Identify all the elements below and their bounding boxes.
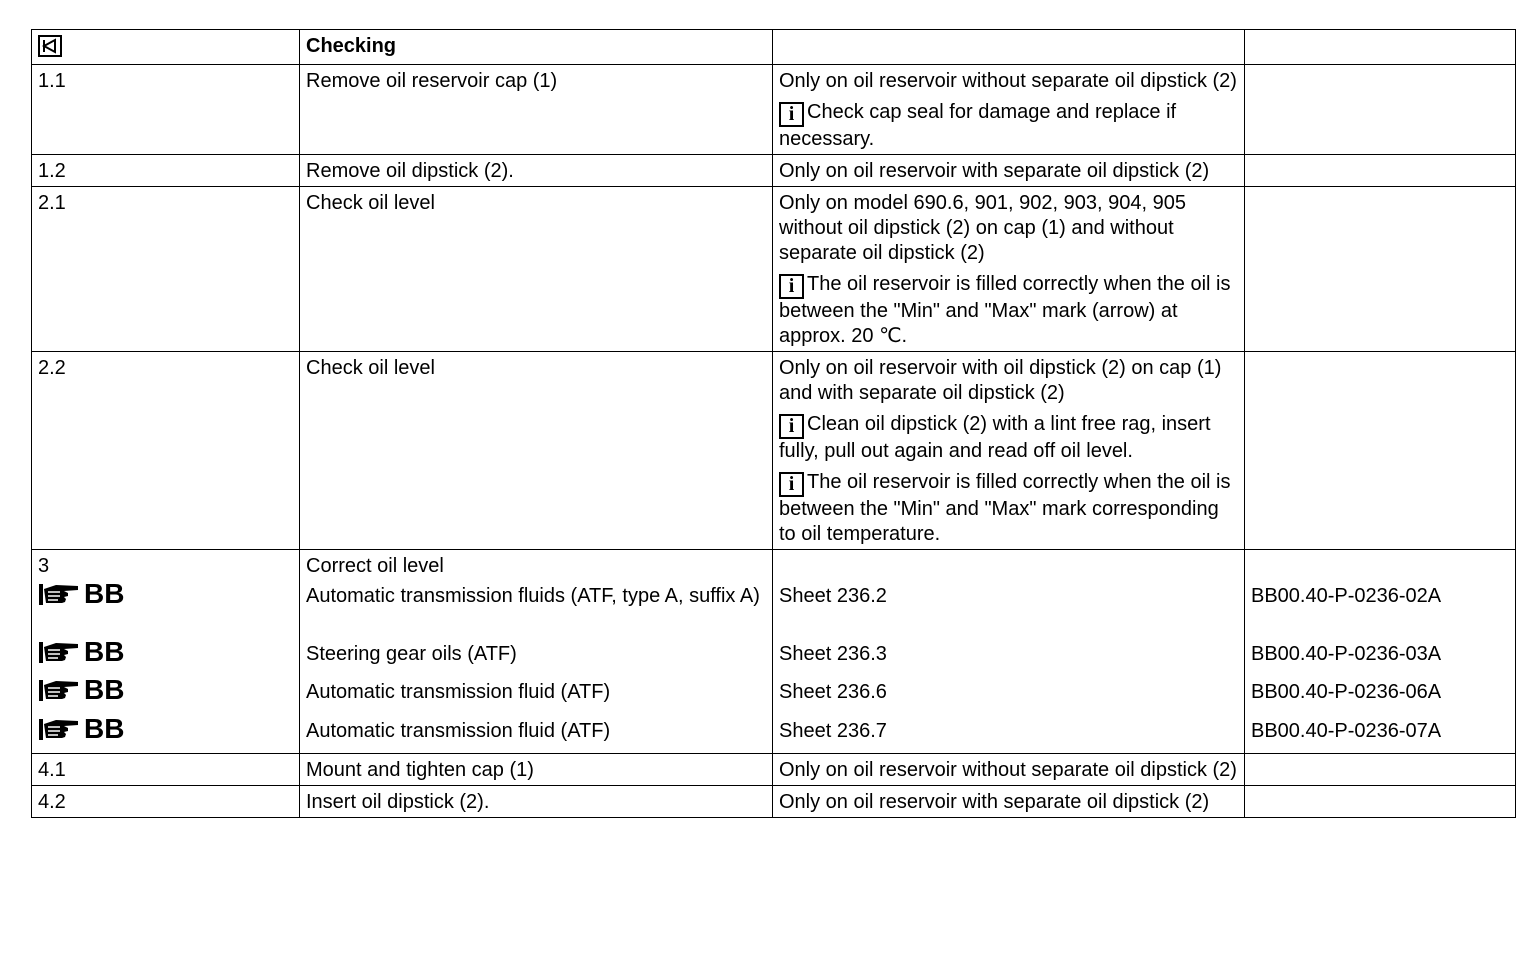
step-action: Insert oil dipstick (2). (300, 786, 773, 818)
reference-link[interactable]: BB (38, 637, 124, 667)
pointing-hand-icon (38, 677, 82, 703)
reference-text: Automatic transmission fluid (ATF) (306, 720, 611, 742)
step-condition: Only on oil reservoir without separate oil dipstick (2) (773, 754, 1245, 786)
note-text: The oil reservoir is filled correctly when the oil is between the "Min" and "Max" mark (arrow) at approx. 20 ℃. (779, 273, 1231, 347)
table-row (32, 754, 1516, 786)
reference-sheet: Sheet 236.7 (779, 720, 887, 742)
reference-link[interactable]: BB (38, 579, 124, 609)
note-text: Check cap seal for damage and replace if necessary. (779, 101, 1177, 150)
step-number: 2.2 (32, 352, 300, 550)
step-action: Remove oil reservoir cap (1) (300, 65, 773, 155)
info-icon: i (779, 274, 804, 299)
info-note (779, 272, 1238, 349)
back-arrow-icon[interactable] (38, 35, 62, 57)
info-icon: i (779, 102, 804, 127)
step-condition-cell (773, 352, 1245, 550)
info-note (779, 100, 1238, 152)
info-icon: i (779, 472, 804, 497)
reference-doc-id[interactable]: BB00.40-P-0236-03A (1251, 643, 1442, 665)
step-action: Check oil level (300, 187, 773, 352)
reference-sheet-cell (773, 550, 1245, 754)
step-number: 4.2 (32, 786, 300, 818)
info-note (779, 470, 1238, 547)
pointing-hand-icon (38, 639, 82, 665)
table-row (32, 65, 1516, 155)
reference-doc-id[interactable]: BB00.40-P-0236-06A (1251, 681, 1442, 703)
reference-sheet: Sheet 236.2 (779, 585, 887, 607)
header-row (32, 30, 1516, 65)
procedure-table (31, 29, 1516, 818)
step-condition: Only on model 690.6, 901, 902, 903, 904, 905 without oil dipstick (2) on cap (1) and without separate oil dipstick (2) (779, 192, 1186, 264)
reference-doc-cell (1245, 550, 1516, 754)
table-row (32, 352, 1516, 550)
step-number: 1.1 (32, 65, 300, 155)
table-row (32, 786, 1516, 818)
step-condition-cell (773, 187, 1245, 352)
note-text: The oil reservoir is filled correctly when the oil is between the "Min" and "Max" mark corresponding to oil temperature. (779, 471, 1231, 545)
step-number: 3 (38, 555, 50, 577)
reference-text: Automatic transmission fluids (ATF, type A, suffix A) (306, 585, 760, 607)
step-number: 1.2 (32, 155, 300, 187)
table-row (32, 187, 1516, 352)
reference-link[interactable]: BB (38, 675, 124, 705)
step-number: 4.1 (32, 754, 300, 786)
step-condition: Only on oil reservoir with separate oil dipstick (2) (773, 155, 1245, 187)
step-condition-cell (773, 65, 1245, 155)
step-number: 2.1 (32, 187, 300, 352)
note-text: Clean oil dipstick (2) with a lint free rag, insert fully, pull out again and read off oil level. (779, 413, 1211, 462)
reference-doc-id[interactable]: BB00.40-P-0236-07A (1251, 720, 1442, 742)
table-row (32, 155, 1516, 187)
table-row (32, 550, 1516, 754)
reference-doc-id[interactable]: BB00.40-P-0236-02A (1251, 585, 1442, 607)
header-icon-cell (32, 30, 300, 65)
step-condition: Only on oil reservoir with oil dipstick (2) on cap (1) and with separate oil dipstick (2) (779, 357, 1222, 404)
pointing-hand-icon (38, 716, 82, 742)
header-title: Checking (300, 30, 773, 65)
reference-sheet: Sheet 236.6 (779, 681, 887, 703)
step-number-cell (32, 550, 300, 754)
pointing-hand-icon (38, 581, 82, 607)
info-note (779, 412, 1238, 464)
step-action: Check oil level (300, 352, 773, 550)
reference-text: Steering gear oils (ATF) (306, 643, 517, 665)
reference-sheet: Sheet 236.3 (779, 643, 887, 665)
step-action: Mount and tighten cap (1) (300, 754, 773, 786)
step-action: Correct oil level (306, 555, 444, 577)
reference-text: Automatic transmission fluid (ATF) (306, 681, 611, 703)
info-icon: i (779, 414, 804, 439)
step-action: Remove oil dipstick (2). (300, 155, 773, 187)
step-action-cell (300, 550, 773, 754)
step-condition: Only on oil reservoir without separate oil dipstick (2) (779, 70, 1237, 92)
reference-link[interactable]: BB (38, 714, 124, 744)
step-condition: Only on oil reservoir with separate oil dipstick (2) (773, 786, 1245, 818)
